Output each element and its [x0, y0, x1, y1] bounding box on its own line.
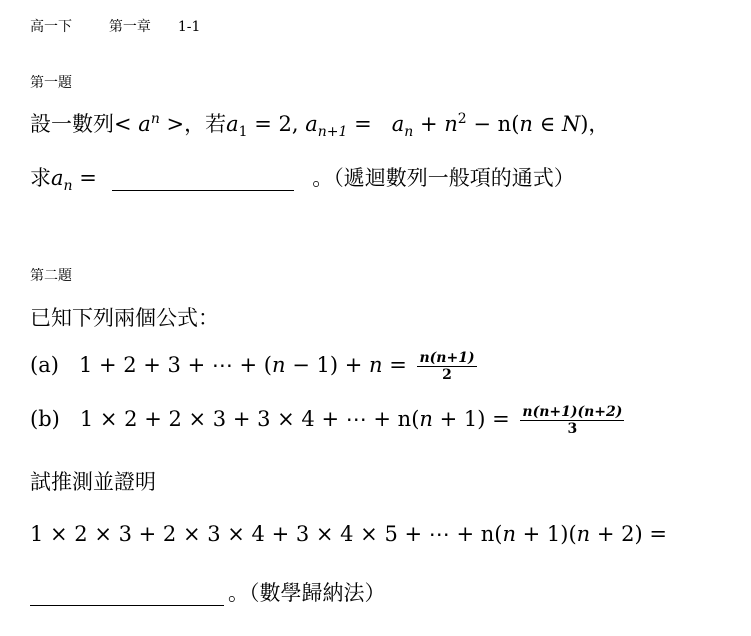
formula-a-label: (a) — [30, 353, 59, 377]
formula-b: (b) 1 × 2 + 2 × 3 + 3 × 4 + ⋯ + n(n + 1) = $\frac{n(n+1)(n+2)}{3}$ — [30, 404, 623, 437]
question-2-title: 第二題 — [30, 268, 72, 284]
header-section: 1-1 — [177, 19, 201, 35]
header-chapter: 第一章 — [108, 19, 151, 35]
question-1-title: 第一題 — [30, 75, 72, 91]
header-grade: 高一下 — [30, 19, 72, 35]
formula-b-fraction: $\frac{n(n+1)(n+2)}{3}$ — [522, 404, 623, 437]
formula-a-fraction: $\frac{n(n+1)}{2}$ — [419, 350, 475, 383]
answer-blank-2[interactable] — [30, 581, 224, 606]
formula-b-label: (b) — [30, 407, 60, 431]
formula-a: (a) 1 + 2 + 3 + ⋯ + (n − 1) + n = $\frac{n(n+1)}{2}$ — [30, 350, 475, 383]
formula-c: 1 × 2 × 3 + 2 × 3 × 4 + 3 × 4 × 5 + ⋯ + n(n + 1)(n + 2) = — [30, 522, 667, 546]
page-header — [30, 16, 200, 36]
question-2-answer-line: 。（數學歸納法） — [30, 577, 386, 607]
prove-instruction: 試推測並證明 — [30, 470, 156, 494]
question-1-statement: 設一數列< $a^n$ >，若$a_1 = 2$, $a_{n+1} = a_n + n^2 - n(n$ ∈ N)， — [30, 111, 610, 141]
question-2-intro: 已知下列兩個公式： — [30, 306, 219, 330]
question-1-answer-line: 求$a_n$ = 。（遞迴數列一般項的通式） — [30, 166, 575, 195]
answer-blank-1[interactable] — [112, 166, 294, 191]
